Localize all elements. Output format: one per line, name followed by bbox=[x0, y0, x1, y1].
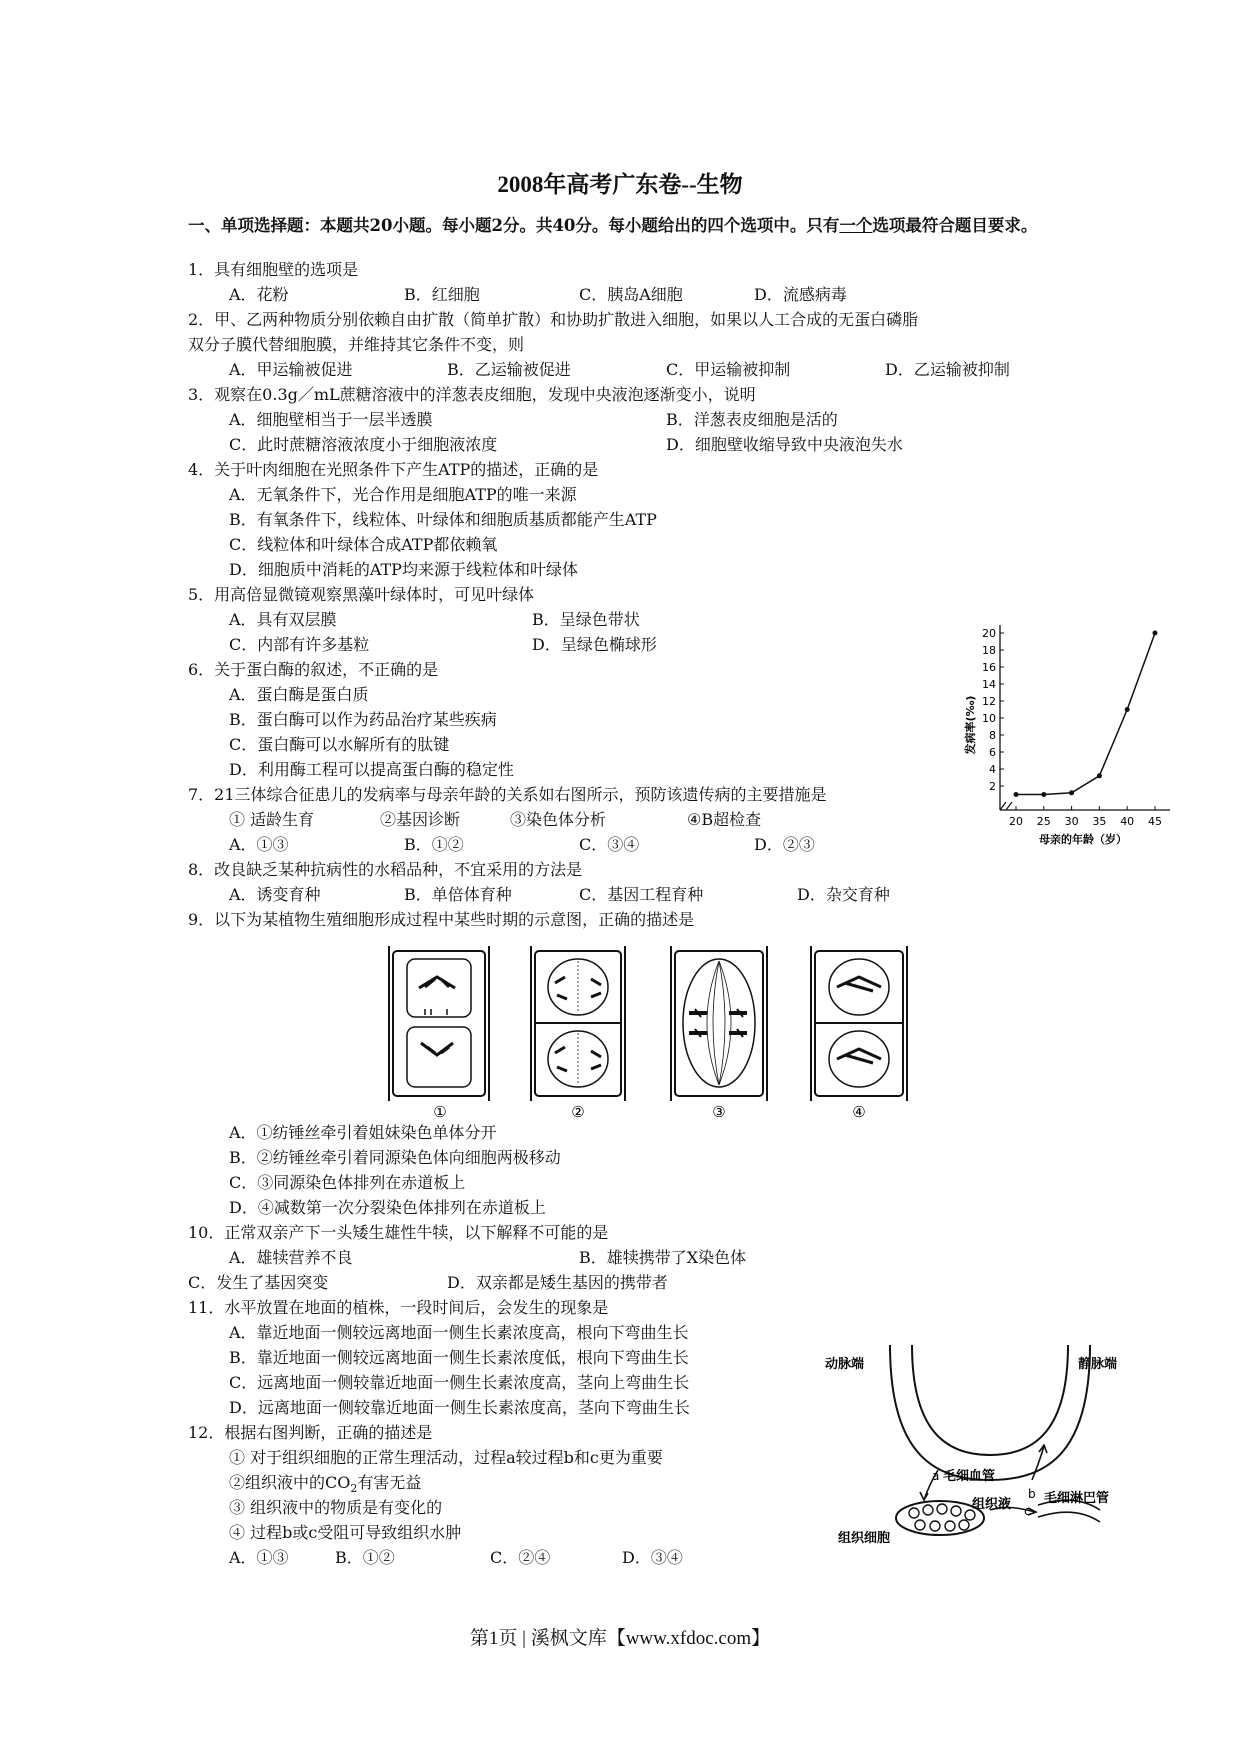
q4-stem: 4．关于叶肉细胞在光照条件下产生ATP的描述，正确的是 bbox=[188, 460, 599, 479]
data-point bbox=[1125, 707, 1130, 712]
y-tick-label: 18 bbox=[982, 644, 996, 657]
x-tick-label: 25 bbox=[1036, 815, 1051, 828]
label-capillary: 毛细血管 bbox=[943, 1469, 996, 1484]
q4-option-c: C．线粒体和叶绿体合成ATP都依赖氧 bbox=[229, 535, 498, 554]
q12-option-b: B．①② bbox=[335, 1548, 395, 1567]
tissue-fluid-diagram bbox=[820, 1330, 1150, 1545]
y-tick-label: 2 bbox=[989, 780, 996, 793]
q12-stem: 12．根据右图判断，正确的描述是 bbox=[188, 1423, 433, 1442]
q9-option-b: B．②纺锤丝牵引着同源染色体向细胞两极移动 bbox=[229, 1148, 561, 1167]
label-c: c bbox=[1024, 1504, 1031, 1518]
x-tick-label: 30 bbox=[1064, 815, 1079, 828]
q7-measure-3: ③染色体分析 bbox=[510, 810, 607, 829]
q1-option-a: A．花粉 bbox=[229, 285, 289, 304]
q4-option-a: A．无氧条件下，光合作用是细胞ATP的唯一来源 bbox=[229, 485, 577, 504]
label-vein-end: 静脉端 bbox=[1078, 1357, 1118, 1372]
y-tick-label: 16 bbox=[982, 661, 996, 674]
q2-option-b: B．乙运输被促进 bbox=[447, 360, 571, 379]
data-point bbox=[1069, 790, 1074, 795]
q9-option-c: C．③同源染色体排列在赤道板上 bbox=[229, 1173, 466, 1192]
q9-option-d: D．④减数第一次分裂染色体排列在赤道板上 bbox=[229, 1198, 546, 1217]
q2-option-a: A．甲运输被促进 bbox=[229, 360, 353, 379]
y-tick-label: 6 bbox=[989, 746, 996, 759]
q3-option-d: D．细胞壁收缩导致中央液泡失水 bbox=[666, 435, 903, 454]
q5-option-c: C．内部有许多基粒 bbox=[229, 635, 370, 654]
q12-option-a: A．①③ bbox=[229, 1548, 289, 1567]
q11-option-b: B．靠近地面一侧较远离地面一侧生长素浓度低，根向下弯曲生长 bbox=[229, 1348, 689, 1367]
q11-option-c: C．远离地面一侧较靠近地面一侧生长素浓度高，茎向上弯曲生长 bbox=[229, 1373, 690, 1392]
data-point bbox=[1153, 631, 1158, 636]
q1-option-c: C．胰岛A细胞 bbox=[579, 285, 683, 304]
q8-stem: 8．改良缺乏某种抗病性的水稻品种，不宜采用的方法是 bbox=[188, 860, 583, 879]
data-point bbox=[1041, 792, 1046, 797]
cell-3-diagram bbox=[671, 946, 767, 1101]
q3-option-a: A．细胞壁相当于一层半透膜 bbox=[229, 410, 433, 429]
q7-option-b: B．①② bbox=[404, 835, 464, 854]
label-tissue-fluid: 组织液 bbox=[972, 1497, 1012, 1512]
x-tick-label: 20 bbox=[1009, 815, 1023, 828]
q1-option-d: D．流感病毒 bbox=[754, 285, 847, 304]
q7-option-c: C．③④ bbox=[579, 835, 640, 854]
section-heading: 一、单项选择题：本题共20小题。每小题2分。共40分。每小题给出的四个选项中。只有一个选项最符合题目要求。 bbox=[188, 216, 1038, 235]
q6-option-b: B．蛋白酶可以作为药品治疗某些疾病 bbox=[229, 710, 497, 729]
q12-statement-1: ① 对于组织细胞的正常生理活动，过程a较过程b和c更为重要 bbox=[229, 1448, 663, 1467]
label-tissue-cells: 组织细胞 bbox=[838, 1531, 891, 1545]
q6-option-a: A．蛋白酶是蛋白质 bbox=[229, 685, 369, 704]
q7-measure-4: ④B超检查 bbox=[687, 810, 762, 829]
page-title: 2008年高考广东卷--生物 bbox=[497, 172, 743, 197]
data-point bbox=[1014, 792, 1019, 797]
q6-stem: 6．关于蛋白酶的叙述，不正确的是 bbox=[188, 660, 439, 679]
q10-option-a: A．雄犊营养不良 bbox=[229, 1248, 353, 1267]
cell-label-2: ② bbox=[571, 1103, 585, 1121]
y-tick-label: 4 bbox=[989, 763, 996, 776]
q12-statement-2: ②组织液中的$CO_2$有害无益 bbox=[229, 1473, 422, 1496]
label-a: a bbox=[932, 1469, 940, 1483]
cell-division-figure bbox=[385, 943, 930, 1123]
q7-stem: 7．21三体综合征患儿的发病率与母亲年龄的关系如右图所示，预防该遗传病的主要措施是 bbox=[188, 785, 827, 804]
q4-option-b: B．有氧条件下，线粒体、叶绿体和细胞质基质都能产生ATP bbox=[229, 510, 657, 529]
q8-option-a: A．诱变育种 bbox=[229, 885, 321, 904]
q12-statement-4: ④ 过程b或c受阻可导致组织水肿 bbox=[229, 1523, 462, 1542]
q12-option-c: C．②④ bbox=[490, 1548, 551, 1567]
page-footer: 第1页 | 溪枫文库【www.xfdoc.com】 bbox=[469, 1628, 771, 1649]
q8-option-b: B．单倍体育种 bbox=[404, 885, 512, 904]
q1-option-b: B．红细胞 bbox=[404, 285, 480, 304]
label-b: b bbox=[1028, 1487, 1036, 1501]
q5-option-b: B．呈绿色带状 bbox=[532, 610, 640, 629]
q10-option-b: B．雄犊携带了X染色体 bbox=[579, 1248, 747, 1267]
incidence-series-line bbox=[1016, 633, 1155, 795]
q2-option-d: D．乙运输被抑制 bbox=[885, 360, 1010, 379]
cell-1-diagram bbox=[389, 946, 489, 1101]
data-point bbox=[1097, 773, 1102, 778]
chart-x-label: 母亲的年龄（岁） bbox=[1039, 833, 1127, 846]
q6-option-c: C．蛋白酶可以水解所有的肽键 bbox=[229, 735, 450, 754]
q7-measure-1: ① 适龄生育 bbox=[229, 810, 315, 829]
label-lymph-capillary: 毛细淋巴管 bbox=[1044, 1491, 1110, 1506]
q2-stem: 2．甲、乙两种物质分别依赖自由扩散（简单扩散）和协助扩散进入细胞，如果以人工合成的无蛋白磷脂 bbox=[188, 310, 919, 329]
q11-option-a: A．靠近地面一侧较远离地面一侧生长素浓度高，根向下弯曲生长 bbox=[229, 1323, 689, 1342]
q2-option-c: C．甲运输被抑制 bbox=[666, 360, 791, 379]
cell-2-diagram bbox=[531, 946, 625, 1101]
label-artery-end: 动脉端 bbox=[825, 1357, 865, 1372]
q10-option-d: D．双亲都是矮生基因的携带者 bbox=[447, 1273, 668, 1292]
cell-label-4: ④ bbox=[852, 1103, 866, 1121]
x-tick-label: 45 bbox=[1148, 815, 1162, 828]
q3-stem: 3．观察在0.3g／mL蔗糖溶液中的洋葱表皮细胞，发现中央液泡逐渐变小，说明 bbox=[188, 385, 756, 404]
q7-option-d: D．②③ bbox=[754, 835, 815, 854]
y-tick-label: 8 bbox=[989, 729, 996, 742]
cell-label-3: ③ bbox=[712, 1103, 726, 1121]
q2-stem-cont: 双分子膜代替细胞膜，并维持其它条件不变，则 bbox=[188, 335, 525, 354]
q6-option-d: D．利用酶工程可以提高蛋白酶的稳定性 bbox=[229, 760, 514, 779]
y-tick-label: 12 bbox=[982, 695, 996, 708]
y-tick-label: 14 bbox=[982, 678, 996, 691]
q1-stem: 1．具有细胞壁的选项是 bbox=[188, 260, 359, 279]
x-tick-label: 40 bbox=[1120, 815, 1135, 828]
q5-option-a: A．具有双层膜 bbox=[229, 610, 337, 629]
q8-option-d: D．杂交育种 bbox=[797, 885, 890, 904]
q12-statement-3: ③ 组织液中的物质是有变化的 bbox=[229, 1498, 443, 1517]
q8-option-c: C．基因工程育种 bbox=[579, 885, 704, 904]
incidence-age-chart bbox=[960, 615, 1180, 855]
chart-y-label: 发病率(‰) bbox=[964, 695, 977, 755]
cell-label-1: ① bbox=[433, 1103, 447, 1121]
q7-measure-2: ②基因诊断 bbox=[380, 810, 461, 829]
q12-option-d: D．③④ bbox=[622, 1548, 683, 1567]
q3-option-c: C．此时蔗糖溶液浓度小于细胞液浓度 bbox=[229, 435, 498, 454]
q3-option-b: B．洋葱表皮细胞是活的 bbox=[666, 410, 838, 429]
q9-stem: 9．以下为某植物生殖细胞形成过程中某些时期的示意图，正确的描述是 bbox=[188, 910, 695, 929]
q10-stem: 10．正常双亲产下一头矮生雄性牛犊，以下解释不可能的是 bbox=[188, 1223, 609, 1242]
q5-option-d: D．呈绿色椭球形 bbox=[532, 635, 657, 654]
q5-stem: 5．用高倍显微镜观察黑藻叶绿体时，可见叶绿体 bbox=[188, 585, 535, 604]
q11-option-d: D．远离地面一侧较靠近地面一侧生长素浓度高，茎向下弯曲生长 bbox=[229, 1398, 690, 1417]
q7-option-a: A．①③ bbox=[229, 835, 289, 854]
y-tick-label: 10 bbox=[982, 712, 996, 725]
x-tick-label: 35 bbox=[1092, 815, 1107, 828]
q9-option-a: A．①纺锤丝牵引着姐妹染色单体分开 bbox=[229, 1123, 497, 1142]
y-tick-label: 20 bbox=[982, 627, 996, 640]
cell-4-diagram bbox=[811, 946, 907, 1101]
q4-option-d: D．细胞质中消耗的ATP均来源于线粒体和叶绿体 bbox=[229, 560, 578, 579]
q10-option-c: C．发生了基因突变 bbox=[188, 1273, 329, 1292]
q11-stem: 11．水平放置在地面的植株，一段时间后，会发生的现象是 bbox=[188, 1298, 609, 1317]
